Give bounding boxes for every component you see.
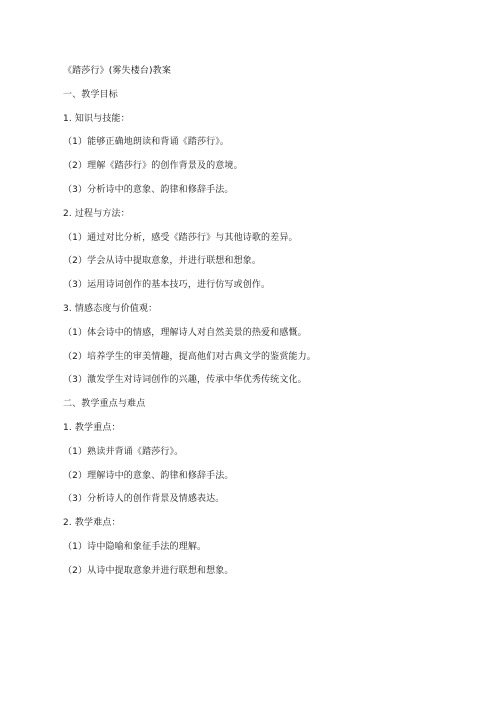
list-item: （2）学会从诗中提取意象，并进行联想和想象。 [63,256,262,267]
list-item: （1）能够正确地朗读和背诵《踏莎行》。 [63,137,230,148]
list-item: （1）通过对比分析，感受《踏莎行》与其他诗歌的差异。 [63,232,298,243]
list-item: （1）体会诗中的情感，理解诗人对自然美景的热爱和感慨。 [63,327,307,338]
list-item: （2）培养学生的审美情趣，提高他们对古典文学的鉴赏能力。 [63,351,316,362]
subsection-heading: 2. 教学难点： [63,518,121,529]
subsection-heading: 1. 教学重点： [63,422,121,433]
list-item: （3）分析诗中的意象、韵律和修辞手法。 [63,184,234,195]
section-heading: 一、教学目标 [63,89,118,100]
list-item: （2）从诗中提取意象并进行联想和想象。 [63,565,234,576]
section-heading: 二、教学重点与难点 [63,399,146,410]
list-item: （3）激发学生对诗词创作的兴趣，传承中华优秀传统文化。 [63,375,307,386]
document-body [63,65,483,589]
list-item: （3）运用诗词创作的基本技巧，进行仿写或创作。 [63,280,271,291]
subsection-heading: 3. 情感态度与价值观： [63,303,158,314]
list-item: （1）诗中隐喻和象征手法的理解。 [63,541,207,552]
subsection-heading: 1. 知识与技能： [63,113,130,124]
list-item: （2）理解诗中的意象、韵律和修辞手法。 [63,470,234,481]
subsection-heading: 2. 过程与方法： [63,208,130,219]
list-item: （2）理解《踏莎行》的创作背景及的意境。 [63,161,243,172]
list-item: （3）分析诗人的创作背景及情感表达。 [63,494,225,505]
list-item: （1）熟读并背诵《踏莎行》。 [63,446,184,457]
document-title: 《踏莎行》(雾失楼台)教案 [63,66,171,76]
